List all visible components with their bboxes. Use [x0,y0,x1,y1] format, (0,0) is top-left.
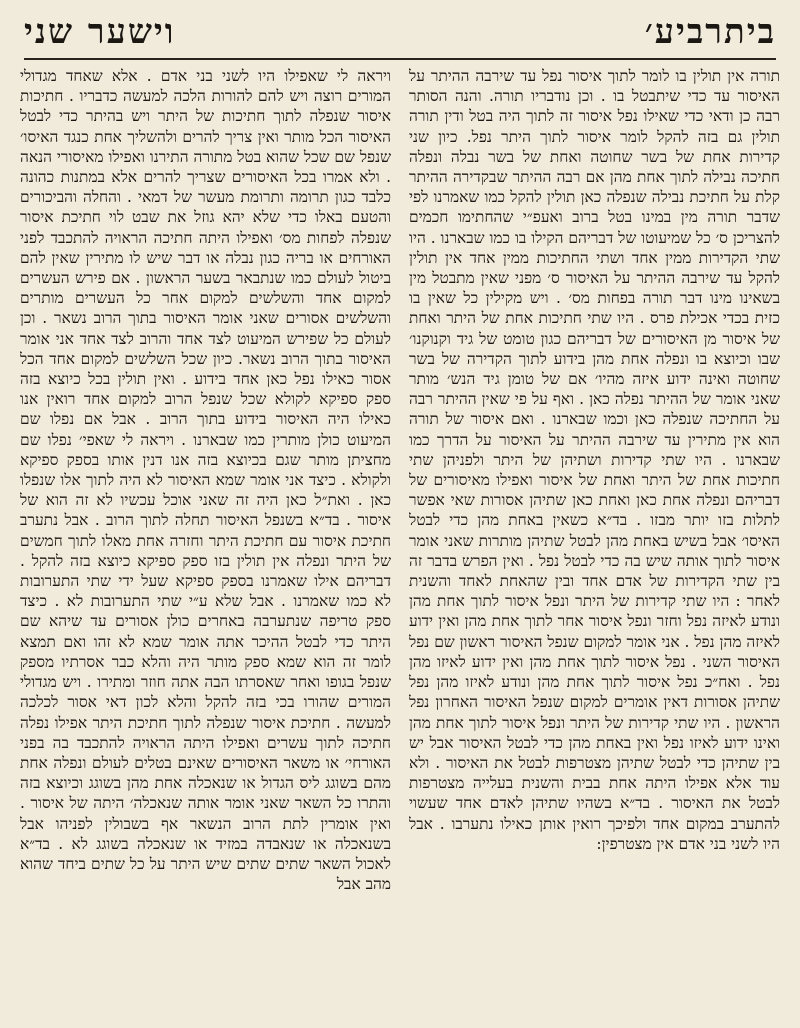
text-columns [14,66,786,1028]
right-column [409,66,780,1028]
header-right-title: ביתרביע׳ [644,12,776,52]
left-column-text: ויראה לי שאפילו היו לשני בני אדם . אלא שאחד מגדולי המורים רוצה ויש להם להורות הלכה למעשה כדבריו . חתיכות איסור שנפלה לתוך חתיכות של היתר ויש בהיתר כדי לבטל האיסור הכל מותר ואין צריך להרים ולהשליך אחת כנגד האיסו׳ שנפל שם שכל שהוא בטל מתורה התירנו ואפילו מאיסורי הנאה . ולא אמרו בכל האיסורים שצריך להרים אלא במתנות כהונה כלבד כגון תרומה ותרומת מעשר של דמאי . והחלה והביכורים והטעם באלו כדי שלא יהא גוזל את שבט לוי חתיכת איסור שנפלה לפחות מס׳ ואפילו היתה חתיכה הראויה להתכבד לפני האורחים או בריה כגון נבלה או דבר שיש לו מתירין שאין להם ביטול לעולם כמו שנתבאר בשער הראשון . אם פירש העשרים למקום אחד והשלשים למקום אחר כל העשרים מותרים והשלשים אסורים שאני אומר האיסור בתוך הרוב נשאר . וכן לעולם כל שפירש המיעוט לצד אחד והרוב לצד אחד אני אומר האיסור בתוך הרוב נשאר. כיון שכל השלשים למקום אחד הכל אסור כאילו נפל כאן אחד בידוע . ואין תולין בכל כיוצא בזה ספק ספיקא לקולא שכל שנפל הרוב למקום אחד רואין אנו כאילו היה האיסור בידוע בתוך הרוב . אבל אם נפלו שם המיעוט כולן מותרין כמו שבארנו . ויראה לי שאפי׳ נפלו שם מחציתן מותר שגם בכיוצא בזה אנו דנין אותו בספק ספיקא ולקולא . כיצד אני אומר שמא האיסור לא היה לתוך אלו שנפלו כאן . ואת״ל כאן היה זה שאני אוכל עכשיו לא זה הוא של איסור . בד״א בשנפל האיסור תחלה לתוך הרוב . אבל נתערב חתיכת איסור עם חתיכת היתר וחזרה אחת מאלו לתוך חמשים של היתר ונפלה אין תולין בזו ספק ספיקא כיוצא בזה להקל . דבריהם אילו שאמרנו בספק ספיקא שעל ידי שתי התערובות לא כמו שאמרנו . אבל שלא ע״י שתי התערובות לא . כיצד ספק טריפה שנתערבה באחרים כולן אסורים עד שיהא שם היתר כדי לבטל ההיכר אתה אומר שמא לא זהו ואם תמצא לומר זה הוא שמא ספק מותר היה והלא כבר אסרתיו מספק שנפל בגופו ואחר שאסרתו הבה אתה חוזר ומתירו . ויש מגדולי המורים שהורו בכי בזה להקל והלא לכון דאי אסור לכלכה למעשה . חתיכת איסור שנפלה לתוך חתיכת היתר אפילו נפלה חתיכה לתוך עשרים ואפילו היתה הראויה להתכבד בה בפני האורחי׳ או משאר האיסורים שאינם בטלים לעולם ונפלה אחת מהם בשוגג ליס הגדול או שנאכלה אחת מהן בשוגג וכיוצא בזה והתרו כל השאר שאני אומר אותה שנאכלה׳ היתה של איסור . ואין אומרין לתת הרוב הנשאר אף בשבולין לפניהו אבל בשנאכלה או שנאבדה במזיד או שנאכלה בשוגג לא . בד״א לאכול השאר שתים שתים שיש היתר על כל שתים ביחד שהוא מהב אבל [20,67,391,894]
right-column-text: תורה אין תולין בו לומר לתוך איסור נפל עד שירבה ההיתר על האיסור עד כדי שיתבטל בו . וכן נודבריו תורה. והנה הסותר רבה כן ודאי כדי שאילו נפל איסור זה לתוך היה בטל ודין תורה תולין גם בזה להקל לומר איסור לתוך היתר נפל. כיון שני קדירות אחת של בשר שחוטה ואחת של בשר נבלה ונפלה חתיכה נבילה לתוך אחת מהן אם רבה ההיתר שבקדירה ההיתר קלת על חתיכת נבילה שנפלה כאן תולין להקל כמו שאמרנו לפי שדבר תורה מין במינו בטל ברוב ואעפ״י שהחתימו חכמים להצריכן ס׳ כל שמיעוטו של דבריהם הקילו בו כמו שבארנו . היו שתי הקדירות ממין אחד ושתי החתיכות ממין אחד אין תולין להקל עד שירבה ההיתר על האיסור ס׳ מפני שאין מתבטל מין בשאינו מינו דבר תורה בפחות מס׳ . ויש מקילין כל שאין בו כזית בכדי אכילת פרס . היו שתי חתיכות אחת של היתר ואחת של איסור מן האיסורים של דבריהם כגון טומט של גיד וקנוקנו׳ שבו וכיוצא בו ונפלה אחת מהן בידוע לתוך הקדירה של בשר שחוטה ואינה ידוע איזה מהיו׳ אם של טומן גיד הנש׳ מותר שאני אומר של ההיתר נפלה כאן . ואף על פי שאין ההיתר רבה על החתיכה שנפלה כאן וכמו שבארנו . ואם איסור של תורה הוא אין מתירין עד שירבה ההיתר על האיסור על הדרך כמו שבארנו . היו שתי קדירות ושתיהן של היתר ולפניהן שתי חתיכות אחת של היתר ואחת של איסור ואפילו מאיסורים של דבריהם ונפלה אחת כאן ואחת כאן שתיהן אסורות שאי אפשר לתלות בזו יותר מבזו . בד״א כשאין באחת מהן כדי לבטל האיסו׳ אבל בשיש באחת מהן לבטל שתיהן מותרות שאני אומר איסור לתוך אותה שיש בה כדי לבטל נפל . ואין הפרש בדבר זה בין שתי הקדירות של אדם אחד ובין שהאחת לאחד והשנית לאחר : היו שתי קדירות של היתר ונפל איסור לתוך אחת מהן ונודע לאיזה נפל וחזר ונפל איסור אחר לתוך אחת מהן ואין ידוע לאיזה מהן נפל . אני אומר למקום שנפל האיסור ראשון שם נפל האיסור השני . נפל איסור לתוך אחת מהן ואין ידוע לאיזו מהן נפל . ואח״כ נפל איסור לתוך אחת מהן ונודע לאיזו מהן נפל שתיהן אסורות דאין אומרים למקום שנפל האיסור האחרון נפל הראשון . היו שתי קדירות של היתר ונפל איסור לתוך אחת מהן ואינו ידוע לאיזו נפל ואין באחת מהן כדי לבטל האיסור אבל יש בין שתיהן כדי לבטל שתיהן מצטרפות לבטל את האיסור . ולא עוד אלא אפילו היתה אחת בבית והשנית בעלייה מצטרפות לבטל את האיסור . בד״א בשהיו שתיהן לאדם אחד שעשוי להתערב במקום אחד ולפיכך רואין אותן כאילו נתערבו . אבל היו לשני בני אדם אין מצטרפין: [409,67,780,853]
left-column [20,66,391,1028]
header-left-title: וישער שני [24,12,176,52]
running-header [24,6,776,60]
